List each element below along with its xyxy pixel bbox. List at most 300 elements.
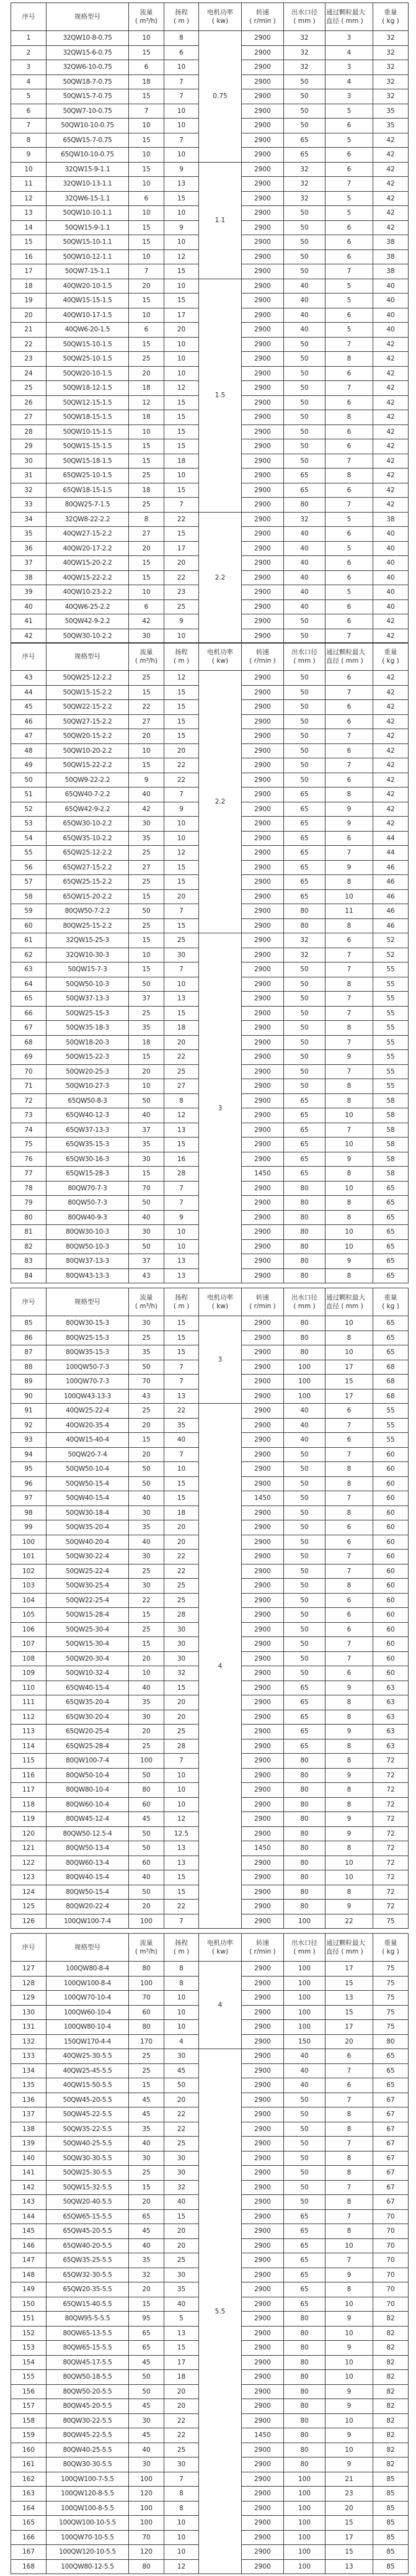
cell-outlet: 50 bbox=[284, 395, 325, 410]
cell-head: 15 bbox=[164, 714, 199, 729]
cell-flow: 35 bbox=[129, 1021, 164, 1036]
cell-particle: 11 bbox=[325, 904, 373, 919]
cell-index: 162 bbox=[11, 2472, 46, 2487]
cell-flow: 100 bbox=[129, 1914, 164, 1929]
cell-model: 50QW15-22-2.2 bbox=[46, 758, 129, 773]
cell-speed: 2900 bbox=[242, 831, 284, 846]
cell-weight: 72 bbox=[373, 1826, 409, 1841]
cell-model: 80QW25-15-3 bbox=[46, 1331, 129, 1345]
cell-outlet: 50 bbox=[284, 206, 325, 221]
cell-particle: 7 bbox=[325, 685, 373, 700]
cell-speed: 2900 bbox=[242, 2238, 284, 2253]
cell-particle: 8 bbox=[325, 2107, 373, 2122]
cell-head: 10 bbox=[164, 337, 199, 352]
cell-speed: 2900 bbox=[242, 846, 284, 861]
cell-outlet: 50 bbox=[284, 366, 325, 381]
cell-index: 13 bbox=[11, 206, 46, 221]
cell-speed: 2900 bbox=[242, 2530, 284, 2545]
cell-speed: 2900 bbox=[242, 498, 284, 513]
cell-model: 80QW50-12.5-4 bbox=[46, 1826, 129, 1841]
cell-particle: 7 bbox=[325, 2137, 373, 2152]
cell-particle: 22 bbox=[325, 1914, 373, 1929]
cell-speed: 2900 bbox=[242, 963, 284, 977]
cell-head: 9 bbox=[164, 614, 199, 629]
cell-particle: 8 bbox=[325, 1710, 373, 1725]
cell-weight: 63 bbox=[373, 1725, 409, 1739]
cell-flow: 15 bbox=[129, 556, 164, 571]
cell-head: 15 bbox=[164, 294, 199, 308]
cell-speed: 2900 bbox=[242, 2370, 284, 2385]
cell-head: 22 bbox=[164, 1404, 199, 1419]
cell-particle: 6 bbox=[325, 439, 373, 454]
cell-model: 50QW15-22-3 bbox=[46, 1050, 129, 1065]
cell-outlet: 65 bbox=[284, 2282, 325, 2297]
cell-head: 10 bbox=[164, 1797, 199, 1812]
cell-speed: 2900 bbox=[242, 1093, 284, 1108]
cell-model: 80QW30-30-5.5 bbox=[46, 2457, 129, 2472]
cell-index: 110 bbox=[11, 1681, 46, 1695]
cell-particle: 5 bbox=[325, 104, 373, 119]
cell-index: 130 bbox=[11, 2005, 46, 2020]
cell-weight: 42 bbox=[373, 439, 409, 454]
cell-weight: 65 bbox=[373, 1268, 409, 1283]
cell-index: 99 bbox=[11, 1520, 46, 1535]
cell-index: 115 bbox=[11, 1754, 46, 1769]
cell-speed: 2900 bbox=[242, 1196, 284, 1211]
cell-head: 9 bbox=[164, 802, 199, 817]
cell-outlet: 65 bbox=[284, 875, 325, 890]
cell-outlet: 80 bbox=[284, 1210, 325, 1225]
cell-outlet: 80 bbox=[284, 2457, 325, 2472]
cell-weight: 60 bbox=[373, 1447, 409, 1462]
cell-speed: 2900 bbox=[242, 1108, 284, 1123]
cell-outlet: 65 bbox=[284, 148, 325, 163]
table-row bbox=[11, 279, 409, 294]
cell-weight: 42 bbox=[373, 758, 409, 773]
cell-weight: 42 bbox=[373, 743, 409, 758]
cell-model: 80QW50-15-4 bbox=[46, 1885, 129, 1900]
cell-index: 63 bbox=[11, 963, 46, 977]
cell-weight: 67 bbox=[373, 2137, 409, 2152]
cell-flow: 40 bbox=[129, 1108, 164, 1123]
cell-model: 40QW20-17-2.2 bbox=[46, 541, 129, 556]
cell-outlet: 65 bbox=[284, 133, 325, 148]
cell-particle: 7 bbox=[325, 177, 373, 192]
cell-power: 2.2 bbox=[199, 512, 242, 644]
cell-outlet: 80 bbox=[284, 2399, 325, 2414]
cell-model: 50QW25-22-4 bbox=[46, 1564, 129, 1579]
cell-index: 18 bbox=[11, 279, 46, 294]
cell-speed: 2900 bbox=[242, 2443, 284, 2457]
cell-model: 32QW10-30-3 bbox=[46, 948, 129, 963]
cell-weight: 75 bbox=[373, 1962, 409, 1977]
cell-model: 65QW15-28-3 bbox=[46, 1167, 129, 1182]
cell-index: 23 bbox=[11, 352, 46, 367]
pump-spec-table-2 bbox=[11, 642, 409, 1283]
cell-index: 114 bbox=[11, 1739, 46, 1754]
header-power: 电机功率 ( kw) bbox=[199, 643, 242, 671]
cell-speed: 2900 bbox=[242, 2399, 284, 2414]
cell-flow: 45 bbox=[129, 2428, 164, 2443]
cell-speed: 2900 bbox=[242, 1345, 284, 1360]
cell-speed: 2900 bbox=[242, 773, 284, 788]
cell-weight: 42 bbox=[373, 206, 409, 221]
cell-weight: 58 bbox=[373, 1167, 409, 1182]
cell-flow: 40 bbox=[129, 1870, 164, 1885]
cell-flow: 20 bbox=[129, 2195, 164, 2210]
cell-speed: 2900 bbox=[242, 977, 284, 992]
cell-model: 80QW95-5-5.5 bbox=[46, 2312, 129, 2327]
cell-model: 65QW35-10-2.2 bbox=[46, 831, 129, 846]
cell-weight: 40 bbox=[373, 294, 409, 308]
table-row bbox=[11, 1404, 409, 1419]
cell-particle: 6 bbox=[325, 556, 373, 571]
cell-particle: 5 bbox=[325, 585, 373, 600]
cell-model: 50QW10-20-2.2 bbox=[46, 743, 129, 758]
cell-weight: 72 bbox=[373, 1783, 409, 1798]
cell-particle: 9 bbox=[325, 817, 373, 832]
header-flow: 流量 ( m³/h) bbox=[129, 3, 164, 31]
cell-outlet: 50 bbox=[284, 700, 325, 715]
cell-speed: 2900 bbox=[242, 729, 284, 744]
cell-head: 10 bbox=[164, 279, 199, 294]
cell-flow: 30 bbox=[129, 2151, 164, 2166]
cell-speed: 2900 bbox=[242, 1651, 284, 1666]
cell-weight: 42 bbox=[373, 454, 409, 469]
cell-head: 15 bbox=[164, 700, 199, 715]
cell-head: 22 bbox=[164, 758, 199, 773]
cell-flow: 40 bbox=[129, 1535, 164, 1550]
cell-outlet: 100 bbox=[284, 1962, 325, 1977]
cell-outlet: 65 bbox=[284, 788, 325, 802]
cell-flow: 60 bbox=[129, 2005, 164, 2020]
cell-model: 40QW15-15-1.5 bbox=[46, 294, 129, 308]
cell-head: 13 bbox=[164, 177, 199, 192]
cell-weight: 72 bbox=[373, 1812, 409, 1827]
header-row bbox=[11, 1288, 409, 1316]
cell-index: 107 bbox=[11, 1637, 46, 1652]
cell-particle: 7 bbox=[325, 2253, 373, 2268]
cell-particle: 9 bbox=[325, 1812, 373, 1827]
cell-index: 73 bbox=[11, 1108, 46, 1123]
cell-speed: 2900 bbox=[242, 1666, 284, 1681]
header-power: 电机功率 ( kw) bbox=[199, 1934, 242, 1962]
cell-outlet: 50 bbox=[284, 454, 325, 469]
cell-head: 15 bbox=[164, 1006, 199, 1021]
cell-head: 12 bbox=[164, 1812, 199, 1827]
cell-speed: 2900 bbox=[242, 788, 284, 802]
cell-flow: 15 bbox=[129, 2180, 164, 2195]
cell-flow: 50 bbox=[129, 904, 164, 919]
cell-flow: 30 bbox=[129, 1579, 164, 1594]
table-body bbox=[11, 671, 409, 1283]
cell-head: 9 bbox=[164, 1210, 199, 1225]
cell-speed: 2900 bbox=[242, 2151, 284, 2166]
cell-head: 7 bbox=[164, 904, 199, 919]
cell-model: 80QW50-18-5.5 bbox=[46, 2370, 129, 2385]
cell-flow: 120 bbox=[129, 2545, 164, 2560]
cell-outlet: 50 bbox=[284, 2166, 325, 2181]
cell-outlet: 40 bbox=[284, 2063, 325, 2078]
cell-flow: 100 bbox=[129, 2501, 164, 2516]
cell-head: 10 bbox=[164, 2005, 199, 2020]
cell-index: 59 bbox=[11, 904, 46, 919]
pump-spec-table-4 bbox=[11, 1933, 409, 2574]
cell-speed: 2900 bbox=[242, 1535, 284, 1550]
cell-weight: 65 bbox=[373, 1254, 409, 1269]
cell-weight: 75 bbox=[373, 1991, 409, 2006]
cell-index: 58 bbox=[11, 889, 46, 904]
cell-index: 65 bbox=[11, 992, 46, 1007]
header-outlet: 出水口径 ( mm ) bbox=[284, 643, 325, 671]
cell-weight: 63 bbox=[373, 1710, 409, 1725]
cell-model: 40QW15-20-2.2 bbox=[46, 556, 129, 571]
cell-particle: 7 bbox=[325, 1064, 373, 1079]
cell-speed: 2900 bbox=[242, 2559, 284, 2574]
cell-weight: 46 bbox=[373, 904, 409, 919]
cell-head: 15 bbox=[164, 1491, 199, 1506]
cell-weight: 65 bbox=[373, 1239, 409, 1254]
cell-speed: 2900 bbox=[242, 2545, 284, 2560]
cell-particle: 6 bbox=[325, 235, 373, 250]
cell-outlet: 80 bbox=[284, 1812, 325, 1827]
cell-weight: 42 bbox=[373, 162, 409, 177]
table-row bbox=[11, 31, 409, 46]
cell-outlet: 65 bbox=[284, 1152, 325, 1167]
cell-model: 100QW70-10-5.5 bbox=[46, 2530, 129, 2545]
cell-weight: 55 bbox=[373, 1433, 409, 1448]
cell-head: 15 bbox=[164, 860, 199, 875]
cell-weight: 63 bbox=[373, 1695, 409, 1710]
cell-index: 141 bbox=[11, 2166, 46, 2181]
cell-index: 27 bbox=[11, 410, 46, 425]
cell-model: 32QW15-25-3 bbox=[46, 933, 129, 948]
cell-flow: 15 bbox=[129, 933, 164, 948]
cell-outlet: 80 bbox=[284, 1768, 325, 1783]
cell-outlet: 80 bbox=[284, 2355, 325, 2370]
cell-particle: 7 bbox=[325, 2180, 373, 2195]
cell-weight: 72 bbox=[373, 1900, 409, 1914]
cell-model: 65QW40-7-2.2 bbox=[46, 788, 129, 802]
cell-model: 100QW100-8-5.5 bbox=[46, 2501, 129, 2516]
cell-head: 15 bbox=[164, 424, 199, 439]
cell-speed: 2900 bbox=[242, 395, 284, 410]
cell-model: 32QW15-9-1.1 bbox=[46, 162, 129, 177]
cell-outlet: 50 bbox=[284, 629, 325, 644]
cell-model: 80QW45-17-5.5 bbox=[46, 2355, 129, 2370]
cell-index: 70 bbox=[11, 1064, 46, 1079]
cell-speed: 2900 bbox=[242, 1739, 284, 1754]
header-row bbox=[11, 643, 409, 671]
header-model: 规格型号 bbox=[46, 643, 129, 671]
cell-model: 50QW20-7-4 bbox=[46, 1447, 129, 1462]
cell-model: 80QW45-12-4 bbox=[46, 1812, 129, 1827]
cell-weight: 52 bbox=[373, 948, 409, 963]
cell-particle: 6 bbox=[325, 1622, 373, 1637]
cell-model: 50QW35-20-4 bbox=[46, 1520, 129, 1535]
cell-outlet: 100 bbox=[284, 2501, 325, 2516]
cell-outlet: 50 bbox=[284, 1491, 325, 1506]
cell-head: 10 bbox=[164, 2530, 199, 2545]
cell-index: 132 bbox=[11, 2034, 46, 2049]
cell-weight: 42 bbox=[373, 802, 409, 817]
cell-particle: 8 bbox=[325, 469, 373, 483]
cell-particle: 7 bbox=[325, 1550, 373, 1564]
cell-outlet: 50 bbox=[284, 264, 325, 279]
cell-flow: 50 bbox=[129, 1360, 164, 1375]
cell-index: 163 bbox=[11, 2487, 46, 2502]
cell-flow: 20 bbox=[129, 1064, 164, 1079]
cell-outlet: 50 bbox=[284, 1535, 325, 1550]
cell-weight: 40 bbox=[373, 323, 409, 338]
cell-index: 78 bbox=[11, 1181, 46, 1196]
cell-particle: 6 bbox=[325, 714, 373, 729]
cell-particle: 20 bbox=[325, 2034, 373, 2049]
cell-index: 168 bbox=[11, 2559, 46, 2574]
cell-weight: 70 bbox=[373, 2268, 409, 2282]
cell-outlet: 50 bbox=[284, 1637, 325, 1652]
cell-particle: 10 bbox=[325, 2370, 373, 2385]
cell-speed: 2900 bbox=[242, 1520, 284, 1535]
cell-model: 50QW18-7-0.75 bbox=[46, 74, 129, 89]
cell-index: 109 bbox=[11, 1666, 46, 1681]
cell-index: 122 bbox=[11, 1856, 46, 1870]
cell-index: 97 bbox=[11, 1491, 46, 1506]
cell-speed: 2900 bbox=[242, 148, 284, 163]
cell-outlet: 80 bbox=[284, 1331, 325, 1345]
cell-flow: 30 bbox=[129, 629, 164, 644]
cell-head: 22 bbox=[164, 2413, 199, 2428]
cell-flow: 95 bbox=[129, 2312, 164, 2327]
cell-outlet: 80 bbox=[284, 1900, 325, 1914]
cell-model: 80QW25-7-1.5 bbox=[46, 498, 129, 513]
cell-head: 10 bbox=[164, 831, 199, 846]
cell-head: 15 bbox=[164, 1681, 199, 1695]
cell-weight: 55 bbox=[373, 1404, 409, 1419]
cell-outlet: 40 bbox=[284, 541, 325, 556]
cell-outlet: 80 bbox=[284, 1181, 325, 1196]
cell-flow: 80 bbox=[129, 1783, 164, 1798]
header-weight: 重量 ( kg ) bbox=[373, 1934, 409, 1962]
cell-flow: 60 bbox=[129, 1797, 164, 1812]
cell-index: 159 bbox=[11, 2428, 46, 2443]
cell-outlet: 50 bbox=[284, 104, 325, 119]
cell-model: 50QW22-15-2.2 bbox=[46, 700, 129, 715]
cell-model: 100QW80-12-5.5 bbox=[46, 2559, 129, 2574]
table-body bbox=[11, 1962, 409, 2574]
cell-particle: 20 bbox=[325, 2501, 373, 2516]
cell-head: 25 bbox=[164, 2253, 199, 2268]
cell-head: 15 bbox=[164, 410, 199, 425]
cell-head: 10 bbox=[164, 352, 199, 367]
cell-flow: 15 bbox=[129, 685, 164, 700]
cell-outlet: 50 bbox=[284, 1462, 325, 1477]
cell-head: 7 bbox=[164, 1196, 199, 1211]
cell-model: 32QW15-6-0.75 bbox=[46, 45, 129, 60]
cell-particle: 15 bbox=[325, 1976, 373, 1991]
cell-particle: 6 bbox=[325, 1593, 373, 1608]
cell-speed: 2900 bbox=[242, 366, 284, 381]
cell-flow: 20 bbox=[129, 729, 164, 744]
cell-weight: 65 bbox=[373, 2049, 409, 2064]
cell-index: 66 bbox=[11, 1006, 46, 1021]
cell-particle: 6 bbox=[325, 527, 373, 542]
cell-index: 30 bbox=[11, 454, 46, 469]
cell-flow: 6 bbox=[129, 191, 164, 206]
cell-outlet: 65 bbox=[284, 2268, 325, 2282]
cell-flow: 100 bbox=[129, 2516, 164, 2531]
cell-outlet: 50 bbox=[284, 1021, 325, 1036]
cell-model: 100QW100-7-5.5 bbox=[46, 2472, 129, 2487]
cell-index: 86 bbox=[11, 1331, 46, 1345]
header-weight: 重量 ( kg ) bbox=[373, 643, 409, 671]
cell-speed: 2900 bbox=[242, 875, 284, 890]
cell-index: 135 bbox=[11, 2078, 46, 2093]
cell-flow: 25 bbox=[129, 846, 164, 861]
cell-flow: 7 bbox=[129, 104, 164, 119]
cell-particle: 7 bbox=[325, 1006, 373, 1021]
cell-model: 50QW18-15-1.5 bbox=[46, 410, 129, 425]
cell-particle: 9 bbox=[325, 2341, 373, 2356]
cell-model: 40QW10-17-1.5 bbox=[46, 308, 129, 323]
cell-particle: 7 bbox=[325, 1035, 373, 1050]
cell-outlet: 65 bbox=[284, 1725, 325, 1739]
cell-weight: 82 bbox=[373, 2413, 409, 2428]
cell-index: 120 bbox=[11, 1826, 46, 1841]
cell-flow: 50 bbox=[129, 2370, 164, 2385]
cell-flow: 25 bbox=[129, 1006, 164, 1021]
cell-model: 65QW18-15-1.5 bbox=[46, 483, 129, 498]
cell-head: 45 bbox=[164, 2063, 199, 2078]
cell-flow: 15 bbox=[129, 439, 164, 454]
cell-outlet: 80 bbox=[284, 904, 325, 919]
cell-index: 45 bbox=[11, 700, 46, 715]
cell-outlet: 65 bbox=[284, 831, 325, 846]
cell-flow: 70 bbox=[129, 1375, 164, 1389]
cell-weight: 44 bbox=[373, 831, 409, 846]
cell-speed: 2900 bbox=[242, 1991, 284, 2006]
cell-particle: 9 bbox=[325, 2457, 373, 2472]
cell-outlet: 50 bbox=[284, 1666, 325, 1681]
cell-outlet: 50 bbox=[284, 2122, 325, 2137]
cell-model: 65QW15-40-5.5 bbox=[46, 2297, 129, 2312]
cell-model: 50QW10-15-1.5 bbox=[46, 424, 129, 439]
cell-head: 13 bbox=[164, 1389, 199, 1404]
cell-head: 7 bbox=[164, 89, 199, 104]
cell-particle: 6 bbox=[325, 700, 373, 715]
cell-model: 50QW15-15-2.2 bbox=[46, 685, 129, 700]
cell-weight: 60 bbox=[373, 1491, 409, 1506]
cell-head: 8 bbox=[164, 1962, 199, 1977]
cell-head: 10 bbox=[164, 1768, 199, 1783]
cell-head: 20 bbox=[164, 2238, 199, 2253]
cell-particle: 7 bbox=[325, 629, 373, 644]
cell-particle: 10 bbox=[325, 1225, 373, 1240]
cell-model: 40QW15-50-5.5 bbox=[46, 2078, 129, 2093]
cell-weight: 46 bbox=[373, 889, 409, 904]
cell-weight: 40 bbox=[373, 541, 409, 556]
cell-speed: 1450 bbox=[242, 1491, 284, 1506]
cell-speed: 2900 bbox=[242, 1783, 284, 1798]
cell-speed: 2900 bbox=[242, 918, 284, 933]
cell-model: 40QW10-23-2.2 bbox=[46, 585, 129, 600]
cell-speed: 2900 bbox=[242, 308, 284, 323]
cell-model: 40QW6-25-2.2 bbox=[46, 599, 129, 614]
cell-model: 100QW80-10-4 bbox=[46, 2020, 129, 2035]
cell-index: 42 bbox=[11, 629, 46, 644]
cell-outlet: 65 bbox=[284, 2209, 325, 2224]
cell-particle: 8 bbox=[325, 1754, 373, 1769]
